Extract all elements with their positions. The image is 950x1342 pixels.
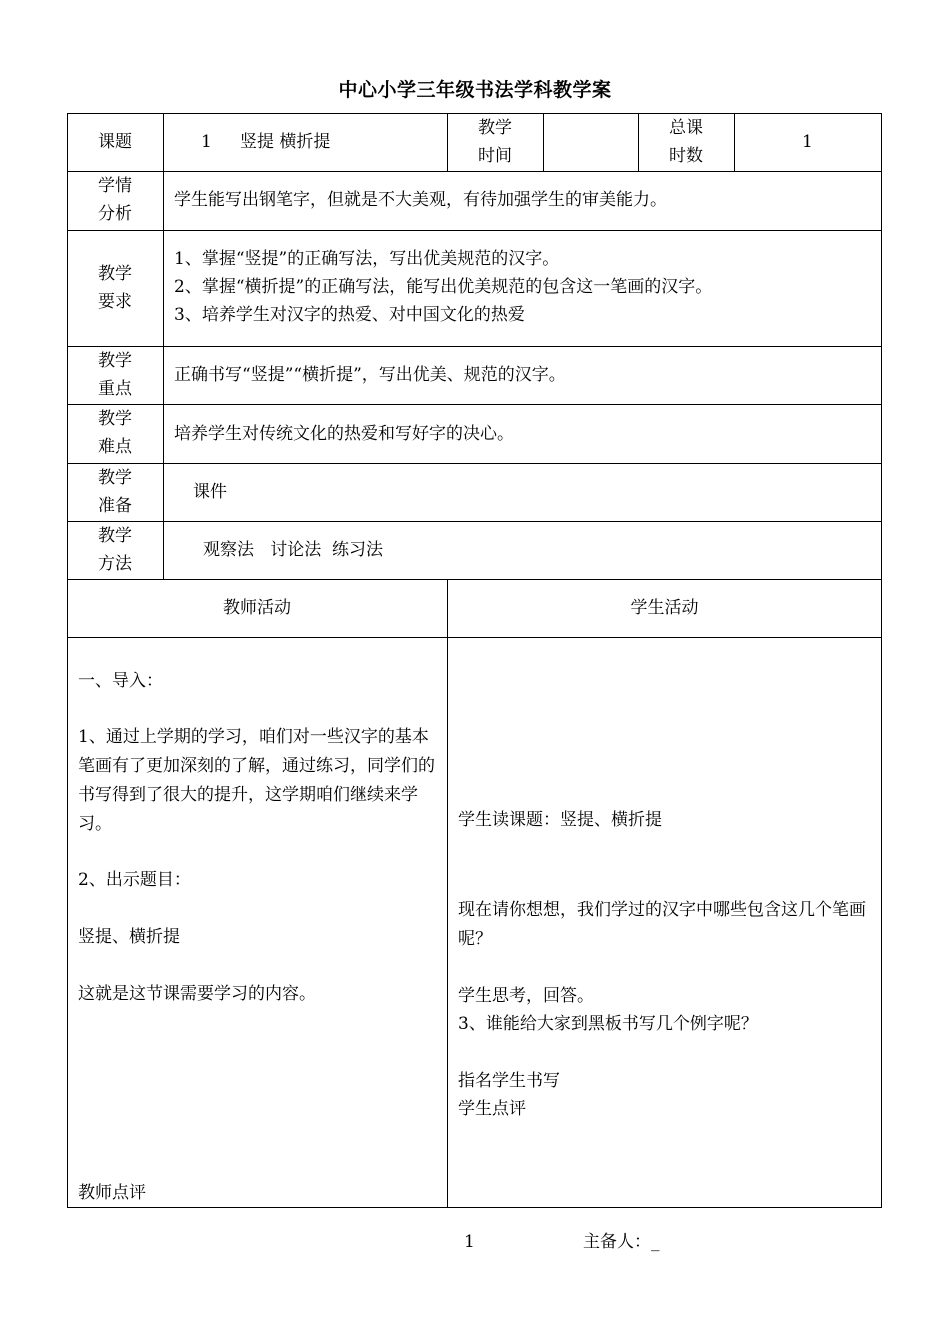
student-paragraph: 学生思考，回答。: [458, 986, 594, 1006]
methods-label-line-1: 教学: [98, 526, 132, 546]
preparation-label-line-1: 教学: [98, 468, 132, 488]
row-divider: [67, 1207, 882, 1208]
preparation-content: 课件: [193, 482, 227, 502]
row-divider: [67, 463, 882, 464]
teacher-paragraph: 2、出示题目：: [78, 870, 191, 890]
row-divider: [67, 346, 882, 347]
requirement-item: 3、培养学生对汉字的热爱、对中国文化的热爱: [174, 305, 525, 325]
student-activity-header: 学生活动: [630, 598, 699, 618]
label-column-divider: [163, 113, 164, 579]
key-points-label-line-2: 重点: [98, 379, 132, 399]
row-divider: [67, 521, 882, 522]
teacher-intro: 一、导入：: [78, 671, 163, 691]
row-divider: [67, 637, 882, 638]
analysis-content: 学生能写出钢笔字，但就是不大美观，有待加强学生的审美能力。: [174, 190, 667, 210]
teacher-paragraph: 教师点评: [78, 1183, 146, 1203]
student-paragraph: 3、谁能给大家到黑板书写几个例字呢？: [458, 1014, 758, 1034]
header-column-divider: [543, 113, 544, 171]
requirement-item: 2、掌握“横折提”的正确写法，能写出优美规范的包含这一笔画的汉字。: [174, 277, 713, 297]
row-divider: [67, 579, 882, 580]
time-label-line-1: 教学: [478, 118, 512, 138]
page-title: 中心小学三年级书法学科教学案: [338, 79, 612, 101]
preparation-label-line-2: 准备: [98, 496, 132, 516]
table-border-right: [881, 113, 882, 1208]
row-divider: [67, 230, 882, 231]
student-paragraph: 学生读课题：竖提、横折提: [458, 810, 662, 830]
time-label-line-2: 时间: [478, 146, 512, 166]
total-label-line-1: 总课: [669, 118, 703, 138]
difficulties-content: 培养学生对传统文化的热爱和写好字的决心。: [174, 424, 514, 444]
row-divider: [67, 171, 882, 172]
page-number: 1: [464, 1232, 475, 1252]
analysis-label-line-2: 分析: [98, 204, 132, 224]
activity-column-divider: [447, 579, 448, 1207]
topic-number: 1: [201, 132, 212, 152]
teacher-paragraph: 竖提、横折提: [78, 927, 180, 947]
requirements-label-line-2: 要求: [98, 292, 132, 312]
header-column-divider: [734, 113, 735, 171]
teacher-paragraph: 1、通过上学期的学习，咱们对一些汉字的基本笔画有了更加深刻的了解，通过练习，同学们的书写得到了很大的提升，这学期咱们继续来学习。: [78, 727, 435, 834]
methods-content: 观察法 讨论法 练习法: [203, 540, 384, 560]
teacher-activity-header: 教师活动: [223, 598, 291, 618]
student-paragraph: 现在请你想想，我们学过的汉字中哪些包含这几个笔画呢？: [458, 900, 866, 949]
teacher-paragraph: 这就是这节课需要学习的内容。: [78, 984, 316, 1004]
total-value: 1: [802, 132, 813, 152]
requirement-item: 1、掌握“竖提”的正确写法，写出优美规范的汉字。: [174, 249, 560, 269]
total-label-line-2: 时数: [669, 146, 703, 166]
lesson-plan-table: [67, 113, 882, 1208]
student-paragraph: 指名学生书写: [458, 1071, 560, 1091]
methods-label-line-2: 方法: [98, 554, 132, 574]
preparer-label: 主备人：_: [583, 1232, 660, 1252]
requirements-label-line-1: 教学: [98, 264, 132, 284]
row-divider: [67, 404, 882, 405]
key-points-content: 正确书写“竖提”“横折提”，写出优美、规范的汉字。: [174, 365, 566, 385]
analysis-label-line-1: 学情: [98, 176, 132, 196]
topic-value: 竖提 横折提: [240, 132, 331, 152]
student-paragraph: 学生点评: [458, 1099, 526, 1119]
key-points-label-line-1: 教学: [98, 351, 132, 371]
difficulties-label-line-1: 教学: [98, 409, 132, 429]
difficulties-label-line-2: 难点: [98, 437, 132, 457]
topic-label: 课题: [98, 132, 132, 152]
